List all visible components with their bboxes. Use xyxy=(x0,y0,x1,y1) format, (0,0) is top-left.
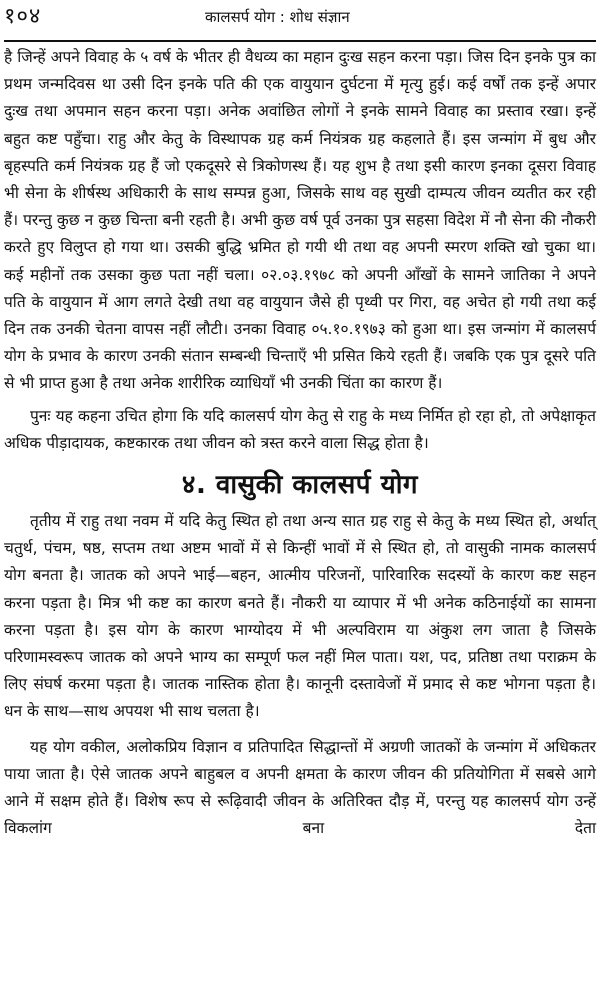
paragraph-widowhood-case: है जिन्हें अपने विवाह के ५ वर्ष के भीतर ही वैधव्य का महान दुःख सहन करना पड़ा। जिस दिन इनके पुत्र का प्रथम जन्मदिवस था उसी दिन इनके पति की एक वायुयान दुर्घटना में मृत्यु हुई। कई वर्षों तक इन्हें अपार दुःख तथा अपमान सहन करना पड़ा। अनेक अवांछित लोगों ने इनके सामने विवाह का प्रस्ताव रखा। इन्हें बहुत कष्ट पहुँचा। राहु और केतु के विस्थापक ग्रह कर्म नियंत्रक ग्रह कहलाते हैं। इस जन्मांग में बुध और बृहस्पति कर्म नियंत्रक ग्रह हैं जो एकदूसरे से त्रिकोणस्थ हैं। यह शुभ है तथा इसी कारण इनका दूसरा विवाह भी सेना के शीर्षस्थ अधिकारी के साथ सम्पन्न हुआ, जिसके साथ वह सुखी दाम्पत्य जीवन व्यतीत कर रही हैं। परन्तु कुछ न कुछ चिन्ता बनी रहती है। अभी कुछ वर्ष पूर्व उनका पुत्र सहसा विदेश में नौ सेना की नौकरी करते हुए विलुप्त हो गया था। उसकी बुद्धि भ्रमित हो गयी थी तथा वह अपनी स्मरण शक्ति खो चुका था। कई महीनों तक उसका कुछ पता नहीं चला। ०२.०३.१९७८ को अपनी आँखों के सामने जातिका ने अपने पति के वायुयान में आग लगते देखी तथा वह वायुयान जैसे ही पृथ्वी पर गिरा, वह अचेत हो गयी तथा कई दिन तक उनकी चेतना वापस नहीं लौटी। उनका विवाह ०५.१०.१९७३ को हुआ था। इस जन्मांग में कालसर्प योग के प्रभाव के कारण उनकी संतान सम्बन्धी चिन्ताएँ भी प्रसित किये रहती हैं। जबकि एक पुत्र दूसरे पति से भी प्राप्त हुआ है तथा अनेक शारीरिक व्याधियाँ भी उनकी चिंता का कारण हैं। xyxy=(4,48,596,393)
page-number: १०४ xyxy=(4,4,42,29)
page-header xyxy=(0,0,600,40)
paragraph-vasuki-effects: यह योग वकील, अलोकप्रिय विज्ञान व प्रतिपादित सिद्धान्तों में अग्रणी जातकों के जन्मांग में अधिकतर पाया जाता है। ऐसे जातक अपने बाहुबल व अपनी क्षमता के कारण जीवन की प्रतियोगिता में सबसे आगे आने में सक्षम होते हैं। विशेष रूप से रूढ़िवादी जीवन के अतिरिक्त दौड़ में, परन्तु यह कालसर्प योग उन्हें विकलांग बना देता xyxy=(4,737,596,838)
section-heading: ४. वासुकी कालसर्प योग xyxy=(181,470,419,501)
running-title: कालसर्प योग : शोध संज्ञान xyxy=(205,8,350,26)
header-rule xyxy=(4,40,596,42)
paragraph-vasuki-definition: तृतीय में राहु तथा नवम में यदि केतु स्थित हो तथा अन्य सात ग्रह राहु से केतु के मध्य स्थित हो, अर्थात् चतुर्थ, पंचम, षष्ठ, सप्तम तथा अष्टम भावों में से किन्हीं भावों में से स्थित हो, तो वासुकी नामक कालसर्प योग बनता है। जातक को अपने भाई—बहन, आत्मीय परिजनों, पारिवारिक सदस्यों के कारण कष्ट सहन करना पड़ता है। मित्र भी कष्ट का कारण बनते हैं। नौकरी या व्यापार में भी अनेक कठिनाईयों का सामना करना पड़ता है। इस योग के कारण भाग्योदय में भी अल्पविराम या अंकुश लग जाता है जिसके परिणामस्वरूप जातक को अपने भाग्य का सम्पूर्ण फल नहीं मिल पाता। यश, पद, प्रतिष्ठा तथा पराक्रम के लिए संघर्ष करमा पड़ता है। जातक नास्तिक होता है। कानूनी दस्तावेजों में प्रमाद से कष्ट भोगना पड़ता है। धन के साथ—साथ अपयश भी साथ चलता है। xyxy=(4,512,596,721)
paragraph-ketu-rahu-note: पुनः यह कहना उचित होगा कि यदि कालसर्प योग केतु से राहु के मध्य निर्मित हो रहा हो, तो अपेक्षाकृत अधिक पीड़ादायक, कष्टकारक तथा जीवन को त्रस्त करने वाला सिद्ध होता है। xyxy=(4,406,596,452)
body-text xyxy=(4,44,596,842)
